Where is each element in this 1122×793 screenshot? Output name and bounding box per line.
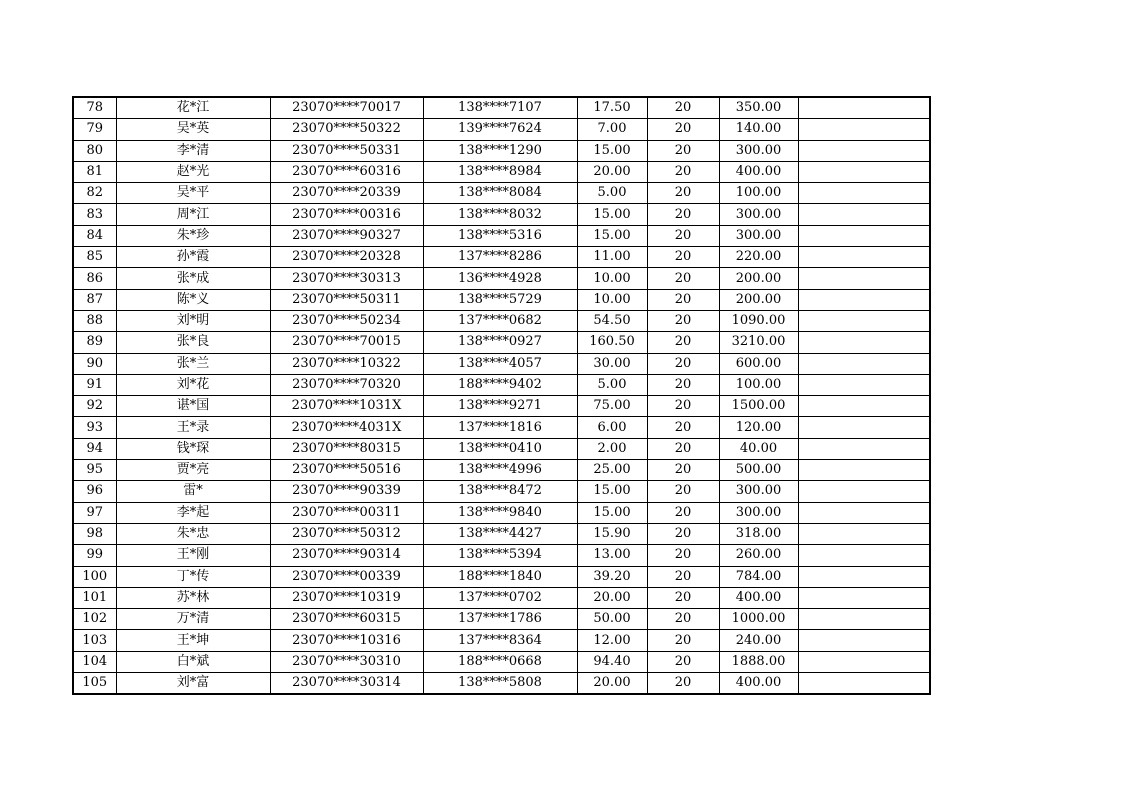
name-cell: 花*江 — [116, 97, 270, 119]
name-cell: 王*录 — [116, 417, 270, 438]
amount-cell: 240.00 — [719, 630, 798, 651]
table-row — [73, 374, 930, 395]
amount-cell: 300.00 — [719, 204, 798, 225]
rate-cell: 20 — [647, 396, 719, 417]
note-cell — [798, 247, 930, 268]
note-cell — [798, 609, 930, 630]
note-cell — [798, 417, 930, 438]
note-cell — [798, 481, 930, 502]
rate-cell: 20 — [647, 609, 719, 630]
table-row — [73, 353, 930, 374]
name-cell: 谌*国 — [116, 396, 270, 417]
amount-cell: 300.00 — [719, 502, 798, 523]
table-row — [73, 566, 930, 587]
amount-cell: 220.00 — [719, 247, 798, 268]
table-row — [73, 140, 930, 161]
amount-cell: 350.00 — [719, 97, 798, 119]
table-row — [73, 651, 930, 672]
row-number-cell: 96 — [73, 481, 116, 502]
note-cell — [798, 374, 930, 395]
rate-cell: 20 — [647, 119, 719, 140]
table-row — [73, 523, 930, 544]
rate-cell: 20 — [647, 374, 719, 395]
note-cell — [798, 204, 930, 225]
quantity-cell: 10.00 — [577, 268, 647, 289]
id-number-cell: 23070****50322 — [270, 119, 423, 140]
rate-cell: 20 — [647, 140, 719, 161]
row-number-cell: 94 — [73, 438, 116, 459]
note-cell — [798, 651, 930, 672]
rate-cell: 20 — [647, 651, 719, 672]
quantity-cell: 20.00 — [577, 587, 647, 608]
note-cell — [798, 97, 930, 119]
table-row — [73, 545, 930, 566]
name-cell: 吴*平 — [116, 183, 270, 204]
phone-cell: 138****0927 — [423, 332, 577, 353]
note-cell — [798, 310, 930, 331]
table-row — [73, 268, 930, 289]
row-number-cell: 90 — [73, 353, 116, 374]
note-cell — [798, 183, 930, 204]
name-cell: 王*坤 — [116, 630, 270, 651]
note-cell — [798, 587, 930, 608]
quantity-cell: 39.20 — [577, 566, 647, 587]
quantity-cell: 15.00 — [577, 481, 647, 502]
table-row — [73, 460, 930, 481]
rate-cell: 20 — [647, 481, 719, 502]
table-row — [73, 289, 930, 310]
id-number-cell: 23070****80315 — [270, 438, 423, 459]
rate-cell: 20 — [647, 204, 719, 225]
quantity-cell: 5.00 — [577, 183, 647, 204]
quantity-cell: 5.00 — [577, 374, 647, 395]
row-number-cell: 97 — [73, 502, 116, 523]
table-row — [73, 247, 930, 268]
row-number-cell: 81 — [73, 161, 116, 182]
table-row — [73, 417, 930, 438]
row-number-cell: 80 — [73, 140, 116, 161]
rate-cell: 20 — [647, 289, 719, 310]
phone-cell: 138****7107 — [423, 97, 577, 119]
phone-cell: 137****0682 — [423, 310, 577, 331]
id-number-cell: 23070****20328 — [270, 247, 423, 268]
note-cell — [798, 673, 930, 695]
quantity-cell: 2.00 — [577, 438, 647, 459]
rate-cell: 20 — [647, 502, 719, 523]
name-cell: 王*刚 — [116, 545, 270, 566]
id-number-cell: 23070****00316 — [270, 204, 423, 225]
phone-cell: 138****8984 — [423, 161, 577, 182]
id-number-cell: 23070****00339 — [270, 566, 423, 587]
note-cell — [798, 438, 930, 459]
phone-cell: 137****0702 — [423, 587, 577, 608]
rate-cell: 20 — [647, 673, 719, 695]
rate-cell: 20 — [647, 268, 719, 289]
row-number-cell: 83 — [73, 204, 116, 225]
quantity-cell: 17.50 — [577, 97, 647, 119]
id-number-cell: 23070****70320 — [270, 374, 423, 395]
id-number-cell: 23070****50234 — [270, 310, 423, 331]
quantity-cell: 20.00 — [577, 673, 647, 695]
quantity-cell: 7.00 — [577, 119, 647, 140]
table-row — [73, 310, 930, 331]
quantity-cell: 160.50 — [577, 332, 647, 353]
name-cell: 李*清 — [116, 140, 270, 161]
row-number-cell: 89 — [73, 332, 116, 353]
rate-cell: 20 — [647, 97, 719, 119]
name-cell: 刘*富 — [116, 673, 270, 695]
rate-cell: 20 — [647, 247, 719, 268]
amount-cell: 120.00 — [719, 417, 798, 438]
name-cell: 吴*英 — [116, 119, 270, 140]
quantity-cell: 50.00 — [577, 609, 647, 630]
row-number-cell: 101 — [73, 587, 116, 608]
id-number-cell: 23070****30310 — [270, 651, 423, 672]
name-cell: 张*兰 — [116, 353, 270, 374]
id-number-cell: 23070****50516 — [270, 460, 423, 481]
amount-cell: 500.00 — [719, 460, 798, 481]
row-number-cell: 82 — [73, 183, 116, 204]
row-number-cell: 79 — [73, 119, 116, 140]
table-row — [73, 609, 930, 630]
row-number-cell: 95 — [73, 460, 116, 481]
id-number-cell: 23070****30313 — [270, 268, 423, 289]
amount-cell: 1090.00 — [719, 310, 798, 331]
table-row — [73, 204, 930, 225]
rate-cell: 20 — [647, 161, 719, 182]
id-number-cell: 23070****4031X — [270, 417, 423, 438]
note-cell — [798, 225, 930, 246]
id-number-cell: 23070****00311 — [270, 502, 423, 523]
id-number-cell: 23070****60316 — [270, 161, 423, 182]
table-body — [73, 97, 930, 694]
rate-cell: 20 — [647, 587, 719, 608]
phone-cell: 137****8286 — [423, 247, 577, 268]
note-cell — [798, 566, 930, 587]
id-number-cell: 23070****60315 — [270, 609, 423, 630]
id-number-cell: 23070****10322 — [270, 353, 423, 374]
phone-cell: 138****8472 — [423, 481, 577, 502]
name-cell: 孙*霞 — [116, 247, 270, 268]
phone-cell: 138****1290 — [423, 140, 577, 161]
note-cell — [798, 353, 930, 374]
amount-cell: 100.00 — [719, 183, 798, 204]
phone-cell: 188****1840 — [423, 566, 577, 587]
amount-cell: 200.00 — [719, 289, 798, 310]
id-number-cell: 23070****90327 — [270, 225, 423, 246]
name-cell: 钱*琛 — [116, 438, 270, 459]
row-number-cell: 88 — [73, 310, 116, 331]
table-row — [73, 502, 930, 523]
quantity-cell: 10.00 — [577, 289, 647, 310]
id-number-cell: 23070****90314 — [270, 545, 423, 566]
table-row — [73, 119, 930, 140]
name-cell: 贾*亮 — [116, 460, 270, 481]
rate-cell: 20 — [647, 417, 719, 438]
amount-cell: 1000.00 — [719, 609, 798, 630]
quantity-cell: 75.00 — [577, 396, 647, 417]
name-cell: 张*成 — [116, 268, 270, 289]
table-row — [73, 587, 930, 608]
row-number-cell: 99 — [73, 545, 116, 566]
phone-cell: 139****7624 — [423, 119, 577, 140]
phone-cell: 138****0410 — [423, 438, 577, 459]
note-cell — [798, 502, 930, 523]
row-number-cell: 86 — [73, 268, 116, 289]
name-cell: 丁*传 — [116, 566, 270, 587]
id-number-cell: 23070****50331 — [270, 140, 423, 161]
name-cell: 赵*光 — [116, 161, 270, 182]
amount-cell: 200.00 — [719, 268, 798, 289]
row-number-cell: 104 — [73, 651, 116, 672]
name-cell: 李*起 — [116, 502, 270, 523]
quantity-cell: 15.90 — [577, 523, 647, 544]
name-cell: 朱*忠 — [116, 523, 270, 544]
rate-cell: 20 — [647, 545, 719, 566]
table-row — [73, 396, 930, 417]
name-cell: 苏*林 — [116, 587, 270, 608]
table-row — [73, 161, 930, 182]
rate-cell: 20 — [647, 523, 719, 544]
phone-cell: 138****5394 — [423, 545, 577, 566]
quantity-cell: 20.00 — [577, 161, 647, 182]
id-number-cell: 23070****10316 — [270, 630, 423, 651]
table-row — [73, 673, 930, 695]
quantity-cell: 15.00 — [577, 225, 647, 246]
note-cell — [798, 332, 930, 353]
amount-cell: 100.00 — [719, 374, 798, 395]
name-cell: 雷* — [116, 481, 270, 502]
table-row — [73, 225, 930, 246]
data-table — [72, 96, 931, 695]
row-number-cell: 102 — [73, 609, 116, 630]
rate-cell: 20 — [647, 630, 719, 651]
phone-cell: 188****9402 — [423, 374, 577, 395]
rate-cell: 20 — [647, 310, 719, 331]
phone-cell: 138****8084 — [423, 183, 577, 204]
amount-cell: 3210.00 — [719, 332, 798, 353]
amount-cell: 300.00 — [719, 225, 798, 246]
phone-cell: 136****4928 — [423, 268, 577, 289]
phone-cell: 138****5729 — [423, 289, 577, 310]
name-cell: 刘*明 — [116, 310, 270, 331]
phone-cell: 138****4427 — [423, 523, 577, 544]
name-cell: 张*良 — [116, 332, 270, 353]
phone-cell: 138****5808 — [423, 673, 577, 695]
quantity-cell: 15.00 — [577, 140, 647, 161]
amount-cell: 400.00 — [719, 673, 798, 695]
row-number-cell: 84 — [73, 225, 116, 246]
amount-cell: 400.00 — [719, 587, 798, 608]
rate-cell: 20 — [647, 460, 719, 481]
note-cell — [798, 630, 930, 651]
row-number-cell: 100 — [73, 566, 116, 587]
row-number-cell: 78 — [73, 97, 116, 119]
phone-cell: 138****4996 — [423, 460, 577, 481]
rate-cell: 20 — [647, 225, 719, 246]
amount-cell: 40.00 — [719, 438, 798, 459]
id-number-cell: 23070****50311 — [270, 289, 423, 310]
table-row — [73, 438, 930, 459]
phone-cell: 188****0668 — [423, 651, 577, 672]
note-cell — [798, 396, 930, 417]
quantity-cell: 30.00 — [577, 353, 647, 374]
note-cell — [798, 523, 930, 544]
phone-cell: 137****1786 — [423, 609, 577, 630]
amount-cell: 300.00 — [719, 481, 798, 502]
row-number-cell: 87 — [73, 289, 116, 310]
row-number-cell: 91 — [73, 374, 116, 395]
phone-cell: 137****8364 — [423, 630, 577, 651]
note-cell — [798, 460, 930, 481]
phone-cell: 138****9840 — [423, 502, 577, 523]
row-number-cell: 85 — [73, 247, 116, 268]
row-number-cell: 103 — [73, 630, 116, 651]
amount-cell: 318.00 — [719, 523, 798, 544]
id-number-cell: 23070****50312 — [270, 523, 423, 544]
amount-cell: 1888.00 — [719, 651, 798, 672]
phone-cell: 138****4057 — [423, 353, 577, 374]
name-cell: 陈*义 — [116, 289, 270, 310]
row-number-cell: 92 — [73, 396, 116, 417]
id-number-cell: 23070****10319 — [270, 587, 423, 608]
id-number-cell: 23070****30314 — [270, 673, 423, 695]
quantity-cell: 15.00 — [577, 204, 647, 225]
quantity-cell: 6.00 — [577, 417, 647, 438]
amount-cell: 600.00 — [719, 353, 798, 374]
row-number-cell: 93 — [73, 417, 116, 438]
name-cell: 刘*花 — [116, 374, 270, 395]
table-row — [73, 332, 930, 353]
phone-cell: 138****8032 — [423, 204, 577, 225]
name-cell: 万*清 — [116, 609, 270, 630]
rate-cell: 20 — [647, 566, 719, 587]
note-cell — [798, 161, 930, 182]
rate-cell: 20 — [647, 353, 719, 374]
id-number-cell: 23070****1031X — [270, 396, 423, 417]
amount-cell: 300.00 — [719, 140, 798, 161]
row-number-cell: 105 — [73, 673, 116, 695]
id-number-cell: 23070****90339 — [270, 481, 423, 502]
id-number-cell: 23070****70015 — [270, 332, 423, 353]
id-number-cell: 23070****20339 — [270, 183, 423, 204]
name-cell: 白*斌 — [116, 651, 270, 672]
rate-cell: 20 — [647, 332, 719, 353]
name-cell: 朱*珍 — [116, 225, 270, 246]
row-number-cell: 98 — [73, 523, 116, 544]
rate-cell: 20 — [647, 183, 719, 204]
phone-cell: 138****5316 — [423, 225, 577, 246]
note-cell — [798, 140, 930, 161]
phone-cell: 137****1816 — [423, 417, 577, 438]
name-cell: 周*江 — [116, 204, 270, 225]
phone-cell: 138****9271 — [423, 396, 577, 417]
table-row — [73, 183, 930, 204]
amount-cell: 140.00 — [719, 119, 798, 140]
amount-cell: 784.00 — [719, 566, 798, 587]
id-number-cell: 23070****70017 — [270, 97, 423, 119]
quantity-cell: 25.00 — [577, 460, 647, 481]
quantity-cell: 94.40 — [577, 651, 647, 672]
note-cell — [798, 119, 930, 140]
note-cell — [798, 268, 930, 289]
table-row — [73, 630, 930, 651]
note-cell — [798, 545, 930, 566]
table-row — [73, 97, 930, 119]
table-row — [73, 481, 930, 502]
quantity-cell: 15.00 — [577, 502, 647, 523]
quantity-cell: 11.00 — [577, 247, 647, 268]
note-cell — [798, 289, 930, 310]
amount-cell: 400.00 — [719, 161, 798, 182]
quantity-cell: 54.50 — [577, 310, 647, 331]
quantity-cell: 12.00 — [577, 630, 647, 651]
rate-cell: 20 — [647, 438, 719, 459]
quantity-cell: 13.00 — [577, 545, 647, 566]
amount-cell: 1500.00 — [719, 396, 798, 417]
amount-cell: 260.00 — [719, 545, 798, 566]
